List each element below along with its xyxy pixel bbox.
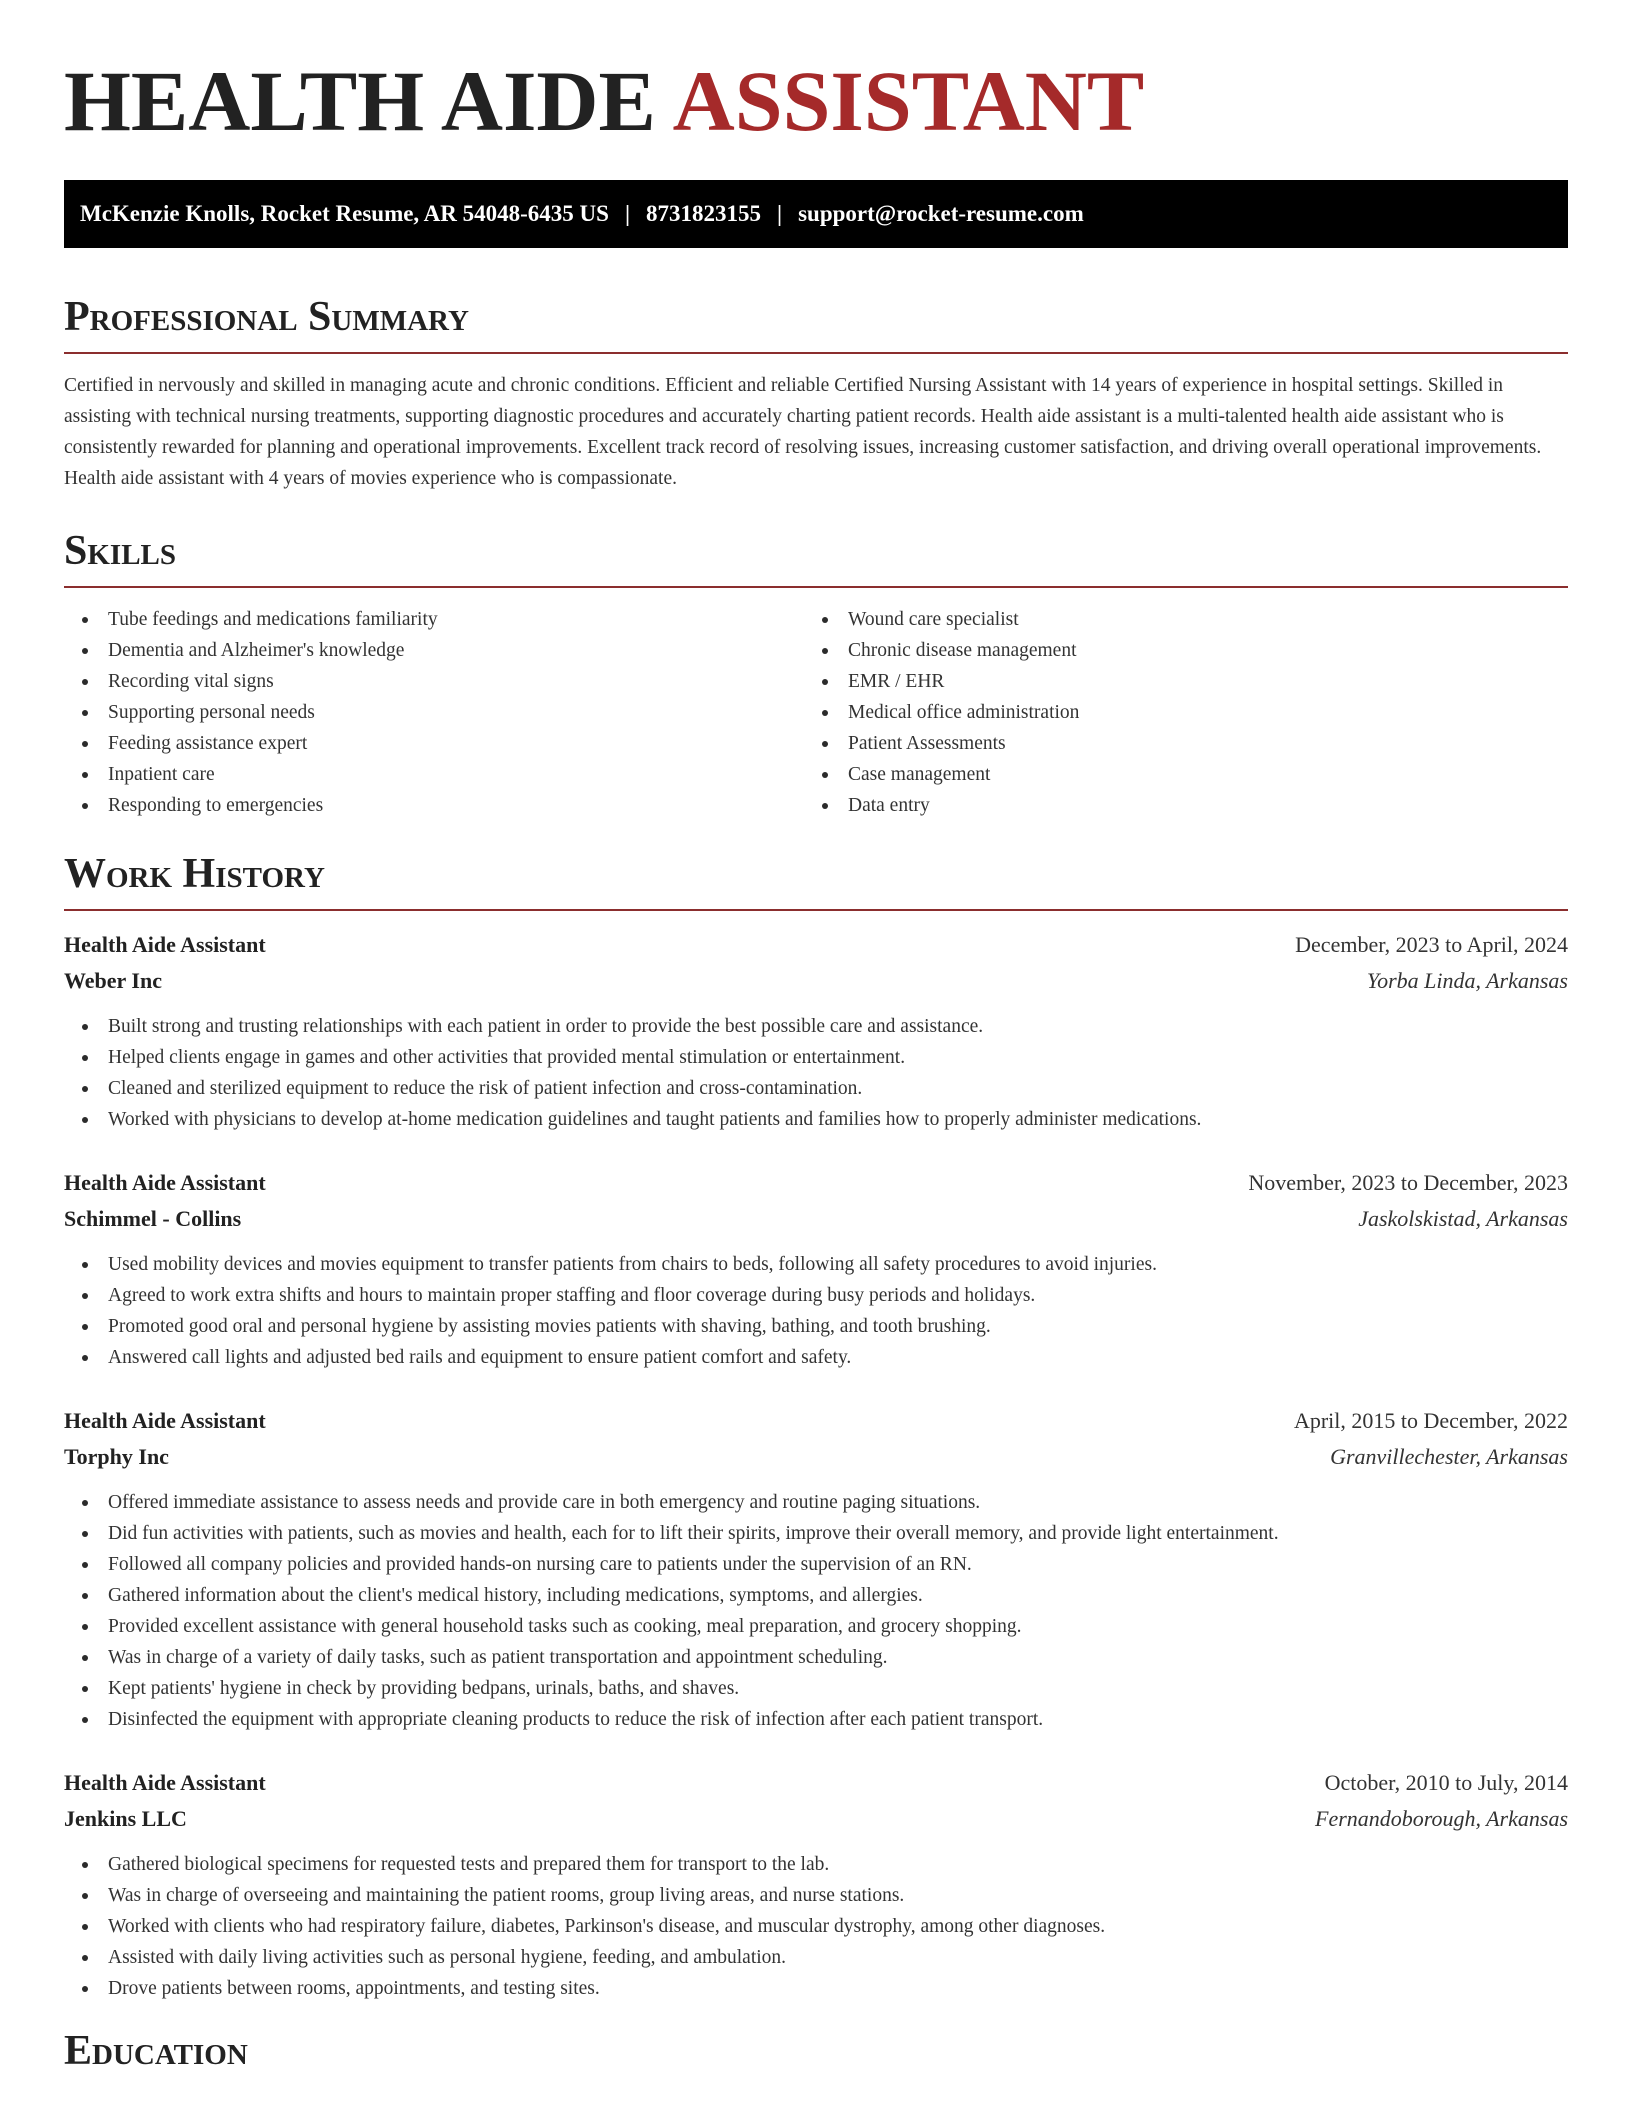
job-dates: November, 2023 to December, 2023 <box>1248 1170 1568 1195</box>
job-company: Torphy Inc <box>64 1444 169 1469</box>
job-title: Health Aide Assistant <box>64 1408 266 1433</box>
job-bullet: Cleaned and sterilized equipment to reduce the risk of patient infection and cross-contamination. <box>64 1073 1568 1104</box>
skill-item: Supporting personal needs <box>64 697 804 728</box>
job-location: Fernandoborough, Arkansas <box>1315 1806 1568 1831</box>
job-bullet: Agreed to work extra shifts and hours to maintain proper staffing and floor coverage during busy periods and holidays. <box>64 1280 1568 1311</box>
work-history-heading: Work History <box>64 853 1568 911</box>
job-title: Health Aide Assistant <box>64 932 266 957</box>
job-dates: October, 2010 to July, 2014 <box>1324 1770 1568 1795</box>
job-title: Health Aide Assistant <box>64 1770 266 1795</box>
skill-item: Medical office administration <box>804 697 1544 728</box>
job-list <box>64 927 1568 2004</box>
job-bullet: Built strong and trusting relationships with each patient in order to provide the best possible care and assistance. <box>64 1011 1568 1042</box>
job-bullets <box>64 1849 1568 2004</box>
skill-item: Chronic disease management <box>804 635 1544 666</box>
skills-section <box>64 530 1568 821</box>
job-bullet: Worked with physicians to develop at-home medication guidelines and taught patients and families how to properly administer medications. <box>64 1104 1568 1135</box>
job-entry <box>64 1165 1568 1373</box>
skill-item: EMR / EHR <box>804 666 1544 697</box>
job-bullet: Gathered information about the client's medical history, including medications, symptoms, and allergies. <box>64 1580 1568 1611</box>
job-header-row <box>64 927 1568 963</box>
job-company-row <box>64 1801 1568 1837</box>
job-bullet: Answered call lights and adjusted bed rails and equipment to ensure patient comfort and safety. <box>64 1342 1568 1373</box>
job-bullet: Used mobility devices and movies equipment to transfer patients from chairs to beds, following all safety procedures to avoid injuries. <box>64 1249 1568 1280</box>
job-bullets <box>64 1249 1568 1373</box>
contact-bar <box>64 180 1568 248</box>
skills-column-left <box>64 604 804 821</box>
work-history-section <box>64 853 1568 2004</box>
job-bullet: Gathered biological specimens for requested tests and prepared them for transport to the lab. <box>64 1849 1568 1880</box>
skill-item: Wound care specialist <box>804 604 1544 635</box>
job-header-row <box>64 1165 1568 1201</box>
job-dates: April, 2015 to December, 2022 <box>1293 1408 1568 1433</box>
job-bullet: Kept patients' hygiene in check by providing bedpans, urinals, baths, and shaves. <box>64 1673 1568 1704</box>
job-dates: December, 2023 to April, 2024 <box>1295 932 1568 957</box>
skills-grid <box>64 604 1568 821</box>
job-bullet: Assisted with daily living activities such as personal hygiene, feeding, and ambulation. <box>64 1942 1568 1973</box>
summary-section <box>64 296 1568 494</box>
job-entry <box>64 1765 1568 2004</box>
skill-item: Recording vital signs <box>64 666 804 697</box>
job-bullet: Worked with clients who had respiratory failure, diabetes, Parkinson's disease, and muscular dystrophy, among other diagnoses. <box>64 1911 1568 1942</box>
contact-email: support@rocket-resume.com <box>798 201 1084 226</box>
job-bullet: Drove patients between rooms, appointments, and testing sites. <box>64 1973 1568 2004</box>
skills-heading: Skills <box>64 530 1568 588</box>
skill-item: Data entry <box>804 790 1544 821</box>
contact-phone: 8731823155 <box>646 201 762 226</box>
skill-item: Responding to emergencies <box>64 790 804 821</box>
contact-separator: | <box>777 201 783 226</box>
title-accent: ASSISTANT <box>672 53 1145 149</box>
contact-address: McKenzie Knolls, Rocket Resume, AR 54048-6435 US <box>80 201 609 226</box>
skill-item: Feeding assistance expert <box>64 728 804 759</box>
job-header-row <box>64 1765 1568 1801</box>
job-company: Jenkins LLC <box>64 1806 187 1831</box>
job-bullet: Provided excellent assistance with general household tasks such as cooking, meal preparation, and grocery shopping. <box>64 1611 1568 1642</box>
job-header-row <box>64 1403 1568 1439</box>
job-title: Health Aide Assistant <box>64 1170 266 1195</box>
job-bullet: Disinfected the equipment with appropriate cleaning products to reduce the risk of infection after each patient transport. <box>64 1704 1568 1735</box>
job-company: Weber Inc <box>64 968 162 993</box>
summary-heading: Professional Summary <box>64 296 1568 354</box>
job-bullet: Promoted good oral and personal hygiene by assisting movies patients with shaving, bathing, and tooth brushing. <box>64 1311 1568 1342</box>
job-location: Granvillechester, Arkansas <box>1330 1444 1568 1469</box>
job-bullets <box>64 1487 1568 1735</box>
resume-title <box>64 53 1568 149</box>
job-location: Yorba Linda, Arkansas <box>1366 968 1568 993</box>
job-bullet: Was in charge of overseeing and maintaining the patient rooms, group living areas, and nurse stations. <box>64 1880 1568 1911</box>
job-company-row <box>64 1201 1568 1237</box>
job-entry <box>64 927 1568 1135</box>
job-company-row <box>64 1439 1568 1475</box>
resume-page <box>64 0 1568 2086</box>
job-bullet: Did fun activities with patients, such as movies and health, each for to lift their spirits, improve their overall memory, and provide light entertainment. <box>64 1518 1568 1549</box>
title-main: HEALTH AIDE <box>64 53 656 149</box>
skill-item: Dementia and Alzheimer's knowledge <box>64 635 804 666</box>
skill-item: Patient Assessments <box>804 728 1544 759</box>
skill-item: Case management <box>804 759 1544 790</box>
education-heading: Education <box>64 2028 248 2074</box>
skill-item: Tube feedings and medications familiarity <box>64 604 804 635</box>
contact-separator: | <box>624 201 631 226</box>
job-location: Jaskolskistad, Arkansas <box>1358 1206 1568 1231</box>
education-section <box>64 2030 1568 2086</box>
job-bullets <box>64 1011 1568 1135</box>
job-bullet: Offered immediate assistance to assess needs and provide care in both emergency and routine paging situations. <box>64 1487 1568 1518</box>
summary-text: Certified in nervously and skilled in managing acute and chronic conditions. Efficient and reliable Certified Nursing Assistant with 14 years of experience in hospital settings. Skilled in assisting with technical nursing treatments, supporting diagnostic procedures and accurately charting patient records. Health aide assistant is a multi-talented health aide assistant who is consistently rewarded for planning and operational improvements. Excellent track record of resolving issues, increasing customer satisfaction, and driving overall operational improvements. Health aide assistant with 4 years of movies experience who is compassionate. <box>64 375 1542 489</box>
job-company-row <box>64 963 1568 999</box>
skills-column-right <box>804 604 1544 821</box>
job-bullet: Helped clients engage in games and other activities that provided mental stimulation or entertainment. <box>64 1042 1568 1073</box>
job-bullet: Was in charge of a variety of daily tasks, such as patient transportation and appointment scheduling. <box>64 1642 1568 1673</box>
job-company: Schimmel - Collins <box>64 1206 242 1231</box>
skill-item: Inpatient care <box>64 759 804 790</box>
job-entry <box>64 1403 1568 1735</box>
job-bullet: Followed all company policies and provided hands-on nursing care to patients under the supervision of an RN. <box>64 1549 1568 1580</box>
